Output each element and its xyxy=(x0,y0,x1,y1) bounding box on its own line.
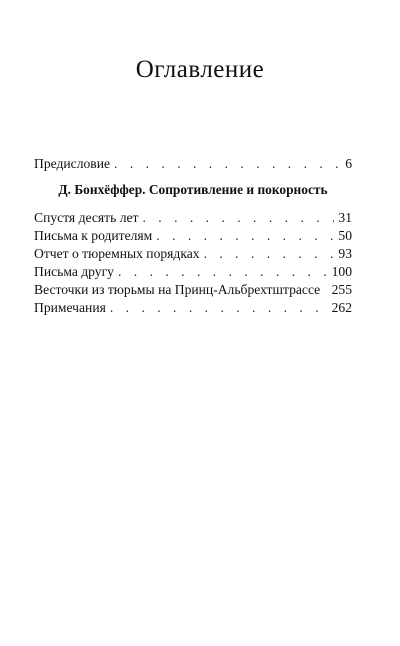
toc-entry-label: Весточки из тюрьмы на Принц-Альбрехтштрассе xyxy=(34,282,321,297)
toc-entry-page: 93 xyxy=(338,246,352,261)
leader-dots xyxy=(142,209,334,227)
leader-dots xyxy=(204,245,335,263)
page-title: Оглавление xyxy=(135,56,265,83)
toc-entry-label: Отчет о тюремных порядках xyxy=(34,246,200,261)
toc-entry-preface xyxy=(34,155,352,173)
toc-entry-page: 255 xyxy=(331,282,352,297)
leader-dots xyxy=(156,227,334,245)
toc-entry-label: Спустя десять лет xyxy=(34,210,139,225)
table-of-contents xyxy=(34,155,352,317)
toc-entry-label: Примечания xyxy=(34,300,106,315)
toc-entry-page: 6 xyxy=(345,156,352,171)
leader-dots xyxy=(118,263,328,281)
toc-entry xyxy=(34,245,352,263)
toc-entry-page: 50 xyxy=(338,228,352,243)
toc-entry-page: 262 xyxy=(331,300,352,315)
toc-entry xyxy=(34,299,352,317)
toc-entry-page: 31 xyxy=(338,210,352,225)
leader-dots xyxy=(110,299,328,317)
toc-entry-label: Письма другу xyxy=(34,264,114,279)
toc-entry xyxy=(34,281,352,299)
toc-entry xyxy=(34,227,352,245)
toc-entry xyxy=(34,263,352,281)
leader-dots xyxy=(114,155,341,173)
toc-entry-page: 100 xyxy=(331,264,352,279)
toc-entry xyxy=(34,209,352,227)
toc-entry-label: Письма к родителям xyxy=(34,228,153,243)
toc-entry-label: Предисловие xyxy=(34,156,111,171)
section-heading: Д. Бонхёффер. Сопротивление и покорность xyxy=(58,182,328,197)
